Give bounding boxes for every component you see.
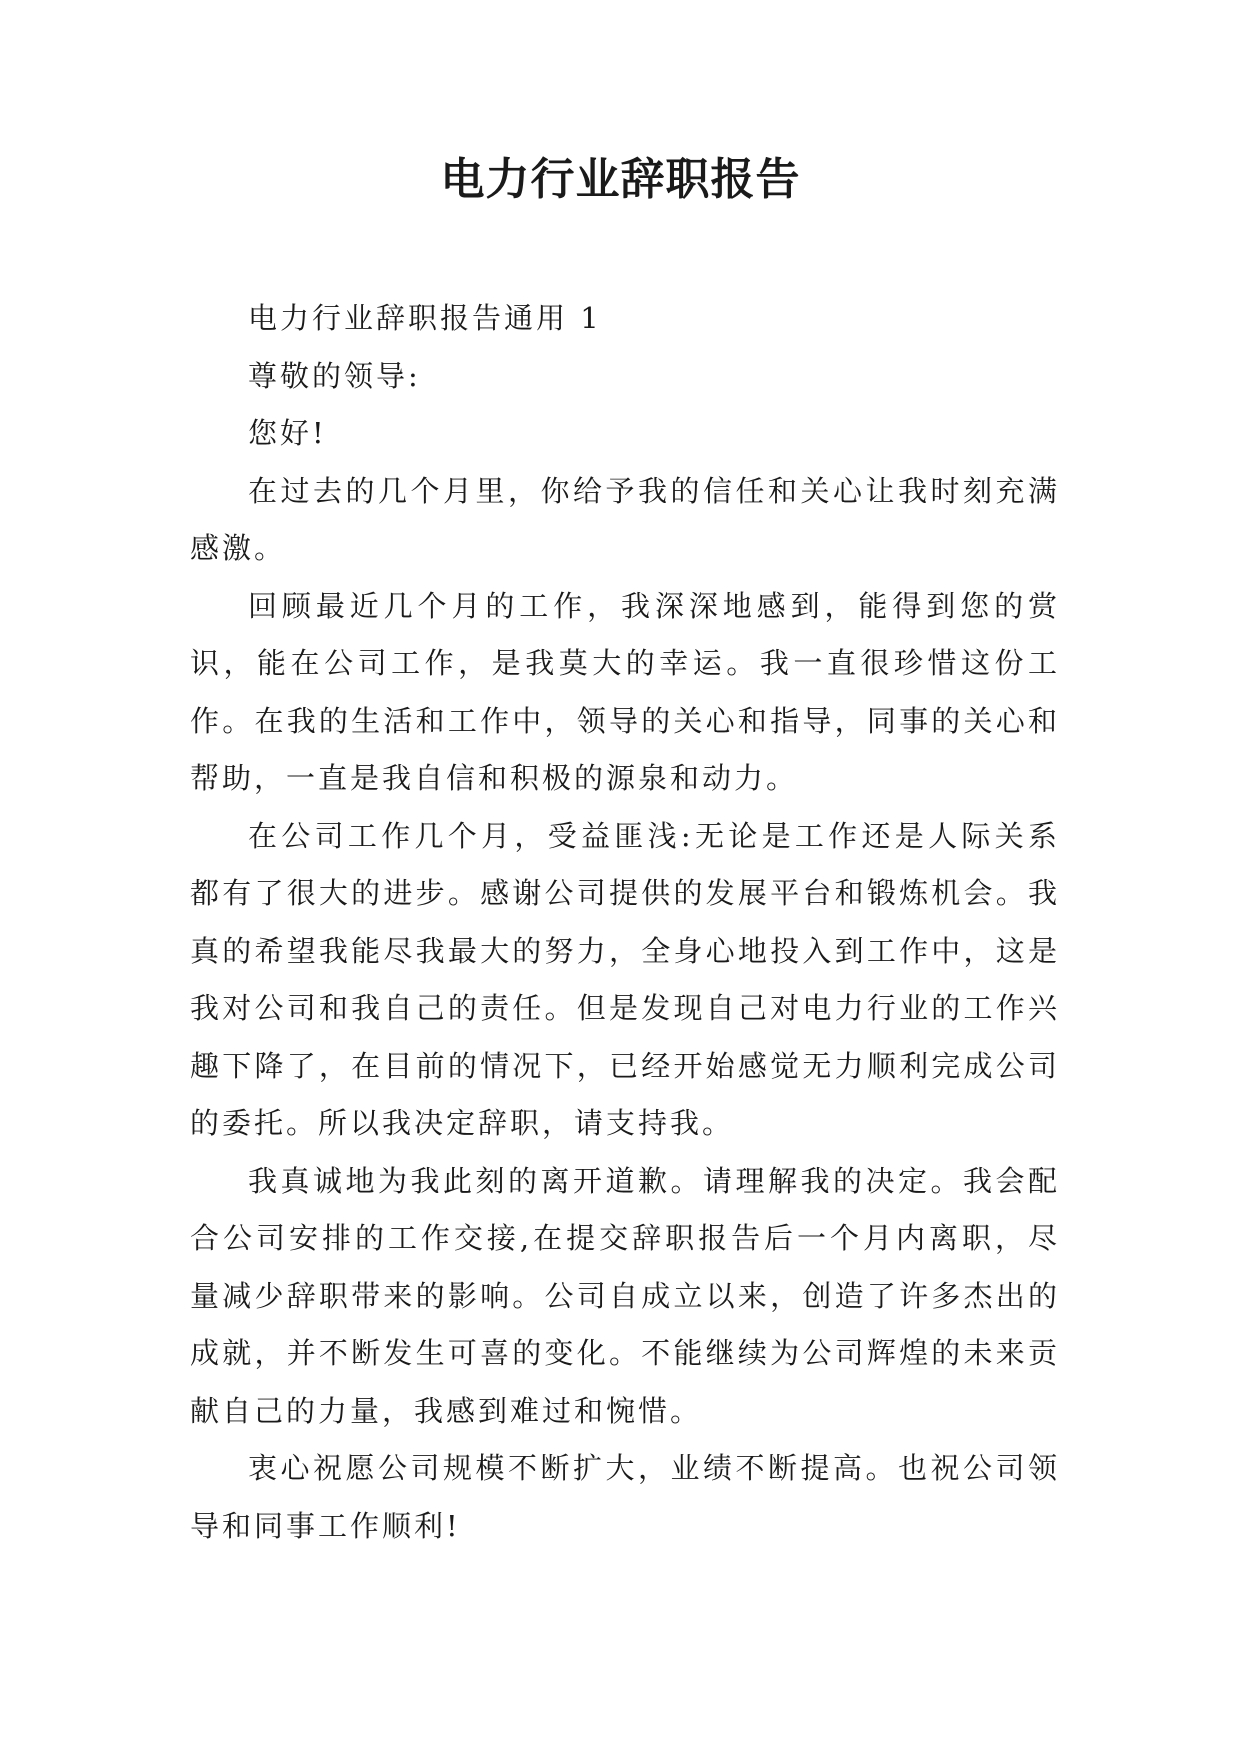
body-paragraph-review: 回顾最近几个月的工作，我深深地感到，能得到您的赏识，能在公司工作，是我莫大的幸运。我一直很珍惜这份工作。在我的生活和工作中，领导的关心和指导，同事的关心和帮助，一直是我自信和积极的源泉和动力。 bbox=[190, 588, 1060, 795]
greeting: 您好! bbox=[248, 416, 327, 450]
document-body bbox=[190, 290, 1060, 1555]
body-paragraph-gratitude: 在过去的几个月里，你给予我的信任和关心让我时刻充满感激。 bbox=[190, 473, 1060, 565]
document-title: 电力行业辞职报告 bbox=[440, 154, 801, 205]
body-paragraph-reason: 在公司工作几个月，受益匪浅:无论是工作还是人际关系都有了很大的进步。感谢公司提供的发展平台和锻炼机会。我真的希望我能尽我最大的努力，全身心地投入到工作中，这是我对公司和我自己的责任。但是发现自己对电力行业的工作兴趣下降了，在目前的情况下，已经开始感觉无力顺利完成公司的委托。所以我决定辞职，请支持我。 bbox=[190, 818, 1060, 1140]
body-paragraph-apology: 我真诚地为我此刻的离开道歉。请理解我的决定。我会配合公司安排的工作交接,在提交辞职报告后一个月内离职，尽量减少辞职带来的影响。公司自成立以来，创造了许多杰出的成就，并不断发生可喜的变化。不能继续为公司辉煌的未来贡献自己的力量，我感到难过和惋惜。 bbox=[190, 1163, 1060, 1428]
closing-wishes: 衷心祝愿公司规模不断扩大，业绩不断提高。也祝公司领导和同事工作顺利! bbox=[190, 1451, 1060, 1543]
salutation: 尊敬的领导: bbox=[248, 358, 421, 393]
subtitle-line: 电力行业辞职报告通用 1 bbox=[248, 301, 602, 335]
